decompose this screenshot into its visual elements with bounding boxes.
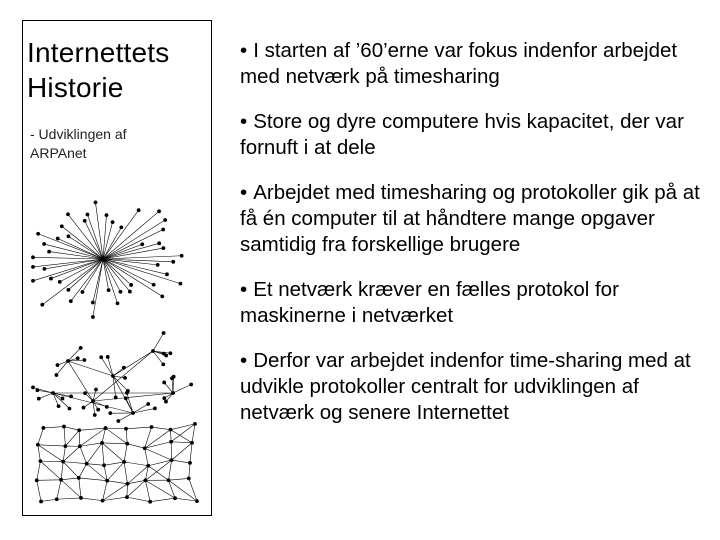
bullet-text: Derfor var arbejdet indenfor time-sharing med at udvikle protokoller centralt for udviklingen af netværk og senere Internettet	[240, 349, 691, 424]
bullet-marker: •	[240, 278, 248, 301]
bullet-item	[240, 277, 710, 329]
bullet-item	[240, 109, 710, 161]
bullet-text: Store og dyre computere hvis kapacitet, der var fornuft i at dele	[240, 110, 684, 159]
slide-subtitle: - Udviklingen af ARPAnet	[30, 126, 127, 161]
bullet-list	[240, 38, 710, 445]
bullet-item	[240, 348, 710, 426]
decentralized-network-icon	[31, 331, 193, 423]
title-panel	[22, 20, 212, 516]
bullet-marker: •	[240, 110, 248, 133]
bullet-marker: •	[240, 39, 248, 62]
bullet-text: I starten af ’60’erne var fokus indenfor arbejdet med netværk på timesharing	[240, 39, 678, 88]
slide-title: Internettets Historie	[27, 37, 170, 103]
bullet-marker: •	[240, 349, 248, 372]
centralized-network-icon	[31, 200, 183, 318]
distributed-network-icon	[35, 422, 199, 504]
bullet-marker: •	[240, 181, 248, 204]
bullet-text: Et netværk kræver en fælles protokol for maskinerne i netværket	[240, 278, 619, 327]
bullet-text: Arbejdet med timesharing og protokoller gik på at få én computer til at håndtere mange opgaver samtidig fra forskellige brugere	[240, 181, 700, 256]
bullet-item	[240, 38, 710, 90]
bullet-item	[240, 180, 710, 258]
